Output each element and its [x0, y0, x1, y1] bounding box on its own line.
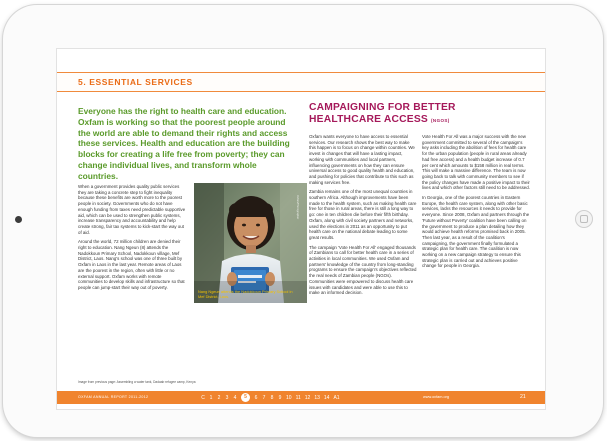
- left-paragraph: Around the world, 72 million children are denied their right to education. Nang Ngeun (8) attends the Nadokkoun Primary School, Nadokkoun village, Mef District, Laos. Nang's school was one of three built by Oxfam in Laos in the last year. Remote areas of Laos are the poorest in the region, often with little or no external support. Oxfam works with remote communities to develop skills and infrastructure so that people can jump-start their way out of poverty.: [78, 239, 185, 290]
- footer-bar: [57, 391, 545, 404]
- page-link-4[interactable]: 4: [233, 394, 237, 401]
- left-body-column: [78, 184, 186, 295]
- image-note: Image from previous page: Assembling a water tank, Dadaab refugee camp, Kenya: [78, 380, 196, 384]
- body-paragraph: Vote Health For All was a major success with the new government committed to several of the campaign's key asks including the abolition of fees for health care for the urban population (people in rural areas already had free access) and a health budget increase of 0.7 per cent which amounts to $158 million in real terms. This will make a massive difference. The team is now going back to talk with community members to see if the policy changes have made a positive impact to their lives and which other factors still need to be addressed.: [422, 134, 530, 191]
- document-page: [57, 49, 545, 409]
- body-paragraph: Oxfam wants everyone to have access to essential services. Our research shows the best way to make this happen is to focus on change within countries. We invest in changes that will have a lasting impact, working with communities and local partners, influencing governments on how they can ensure universal access to good quality health and education, and pushing for policies that contribute to this such as making services free.: [309, 134, 415, 185]
- footer-report-title: OXFAM ANNUAL REPORT 2011-2012: [78, 395, 149, 399]
- section-title: 5. ESSENTIAL SERVICES: [78, 77, 193, 87]
- right-body-column-a: [309, 134, 417, 300]
- right-body-column-b: [422, 134, 530, 273]
- page-link-14[interactable]: 14: [323, 394, 330, 401]
- footer-page-number: 21: [520, 394, 526, 400]
- body-paragraph: Zambia remains one of the most unequal countries in southern Africa. Although improvements have been made to the health system, such as making health care free for those in rural areas, there is still a long way to go: one in ten children die before their fifth birthday. Oxfam, along with civil society partners and networks, used the elections in 2011 as an opportunity to put health care on the national debate leading to some great results.: [309, 189, 417, 240]
- body-paragraph: The campaign 'Vote Health For All' engaged thousands of Zambians to call for better health care in a series of activities in local communities. We used Oxfam and partners' knowledge of the country from long-standing programs to ensure the campaign's objectives reflected the real needs of Zambian people (NGOs). Communities were empowered to discuss health care issues with candidates and were able to use this to make an informed decision.: [309, 244, 417, 296]
- page-link-12[interactable]: 12: [304, 394, 311, 401]
- campaign-heading-text: CAMPAIGNING FOR BETTER HEALTHCARE ACCESS: [309, 102, 456, 125]
- page-link-cover[interactable]: C: [201, 394, 205, 401]
- footer-url[interactable]: www.oxfam.org: [423, 395, 449, 399]
- girl-photo-illustration: [194, 183, 307, 303]
- page-link-appendix[interactable]: A1: [333, 394, 340, 401]
- page-link-6[interactable]: 6: [254, 394, 258, 401]
- page-link-7[interactable]: 7: [262, 394, 266, 401]
- page-navigation: [201, 392, 340, 403]
- page-link-8[interactable]: 8: [270, 394, 274, 401]
- page-link-13[interactable]: 13: [314, 394, 320, 401]
- girl-photo: [194, 183, 307, 303]
- camera-icon: [15, 216, 22, 223]
- home-button[interactable]: [575, 210, 593, 228]
- page-link-10[interactable]: 10: [286, 394, 292, 401]
- body-paragraph: In Georgia, one of the poorest countries in Eastern Europe, the health care system, along with other basic services, lacks the resources it needs to provide for everyone. Since 2008, Oxfam and partners through the 'Future without Poverty' coalition have been calling on the government to produce a plan detailing how they would achieve health reforms promised back in 2005. Then last year, as a result of the coalition's campaigning, the government finally formulated a strategic plan for health care. The coalition is now working on a new campaign strategy to ensure this strategic plan is carried out and achieves positive change for people in Georgia.: [422, 195, 530, 269]
- page-link-11[interactable]: 11: [295, 394, 301, 401]
- page-link-2[interactable]: 2: [217, 394, 221, 401]
- page-link-9[interactable]: 9: [278, 394, 282, 401]
- page-link-current[interactable]: 5: [241, 393, 250, 402]
- section-header-band: [57, 72, 545, 92]
- photo-caption: Nang Ngeun attends the Nadokkoun Primary School in Mef District, Laos.: [198, 289, 293, 299]
- photo-credit: Oxfam/Photographer: [296, 195, 299, 220]
- page-link-3[interactable]: 3: [225, 394, 229, 401]
- page-link-1[interactable]: 1: [209, 394, 213, 401]
- left-paragraph: When a government provides quality public services they are taking a concrete step to fight inequality because these benefits are worth more to the poorest people in society. Governments who do not have enough funding from taxes need predictable supportive aid, which can be used to strengthen public systems, increase transparency and accountability and help create strong, fair tax systems to kick-start the way out of aid.: [78, 184, 186, 235]
- campaign-heading-tag: (NGOS): [431, 118, 450, 123]
- campaign-heading: [309, 102, 529, 127]
- tablet-device: [3, 5, 603, 437]
- lead-paragraph: Everyone has the right to health care and education. Oxfam is working so that the poorest people around the world are able to demand their rights and access these services. Health and education are the building blocks for creating a life free from poverty; they can change individual lives, and transform whole countries.: [78, 106, 290, 181]
